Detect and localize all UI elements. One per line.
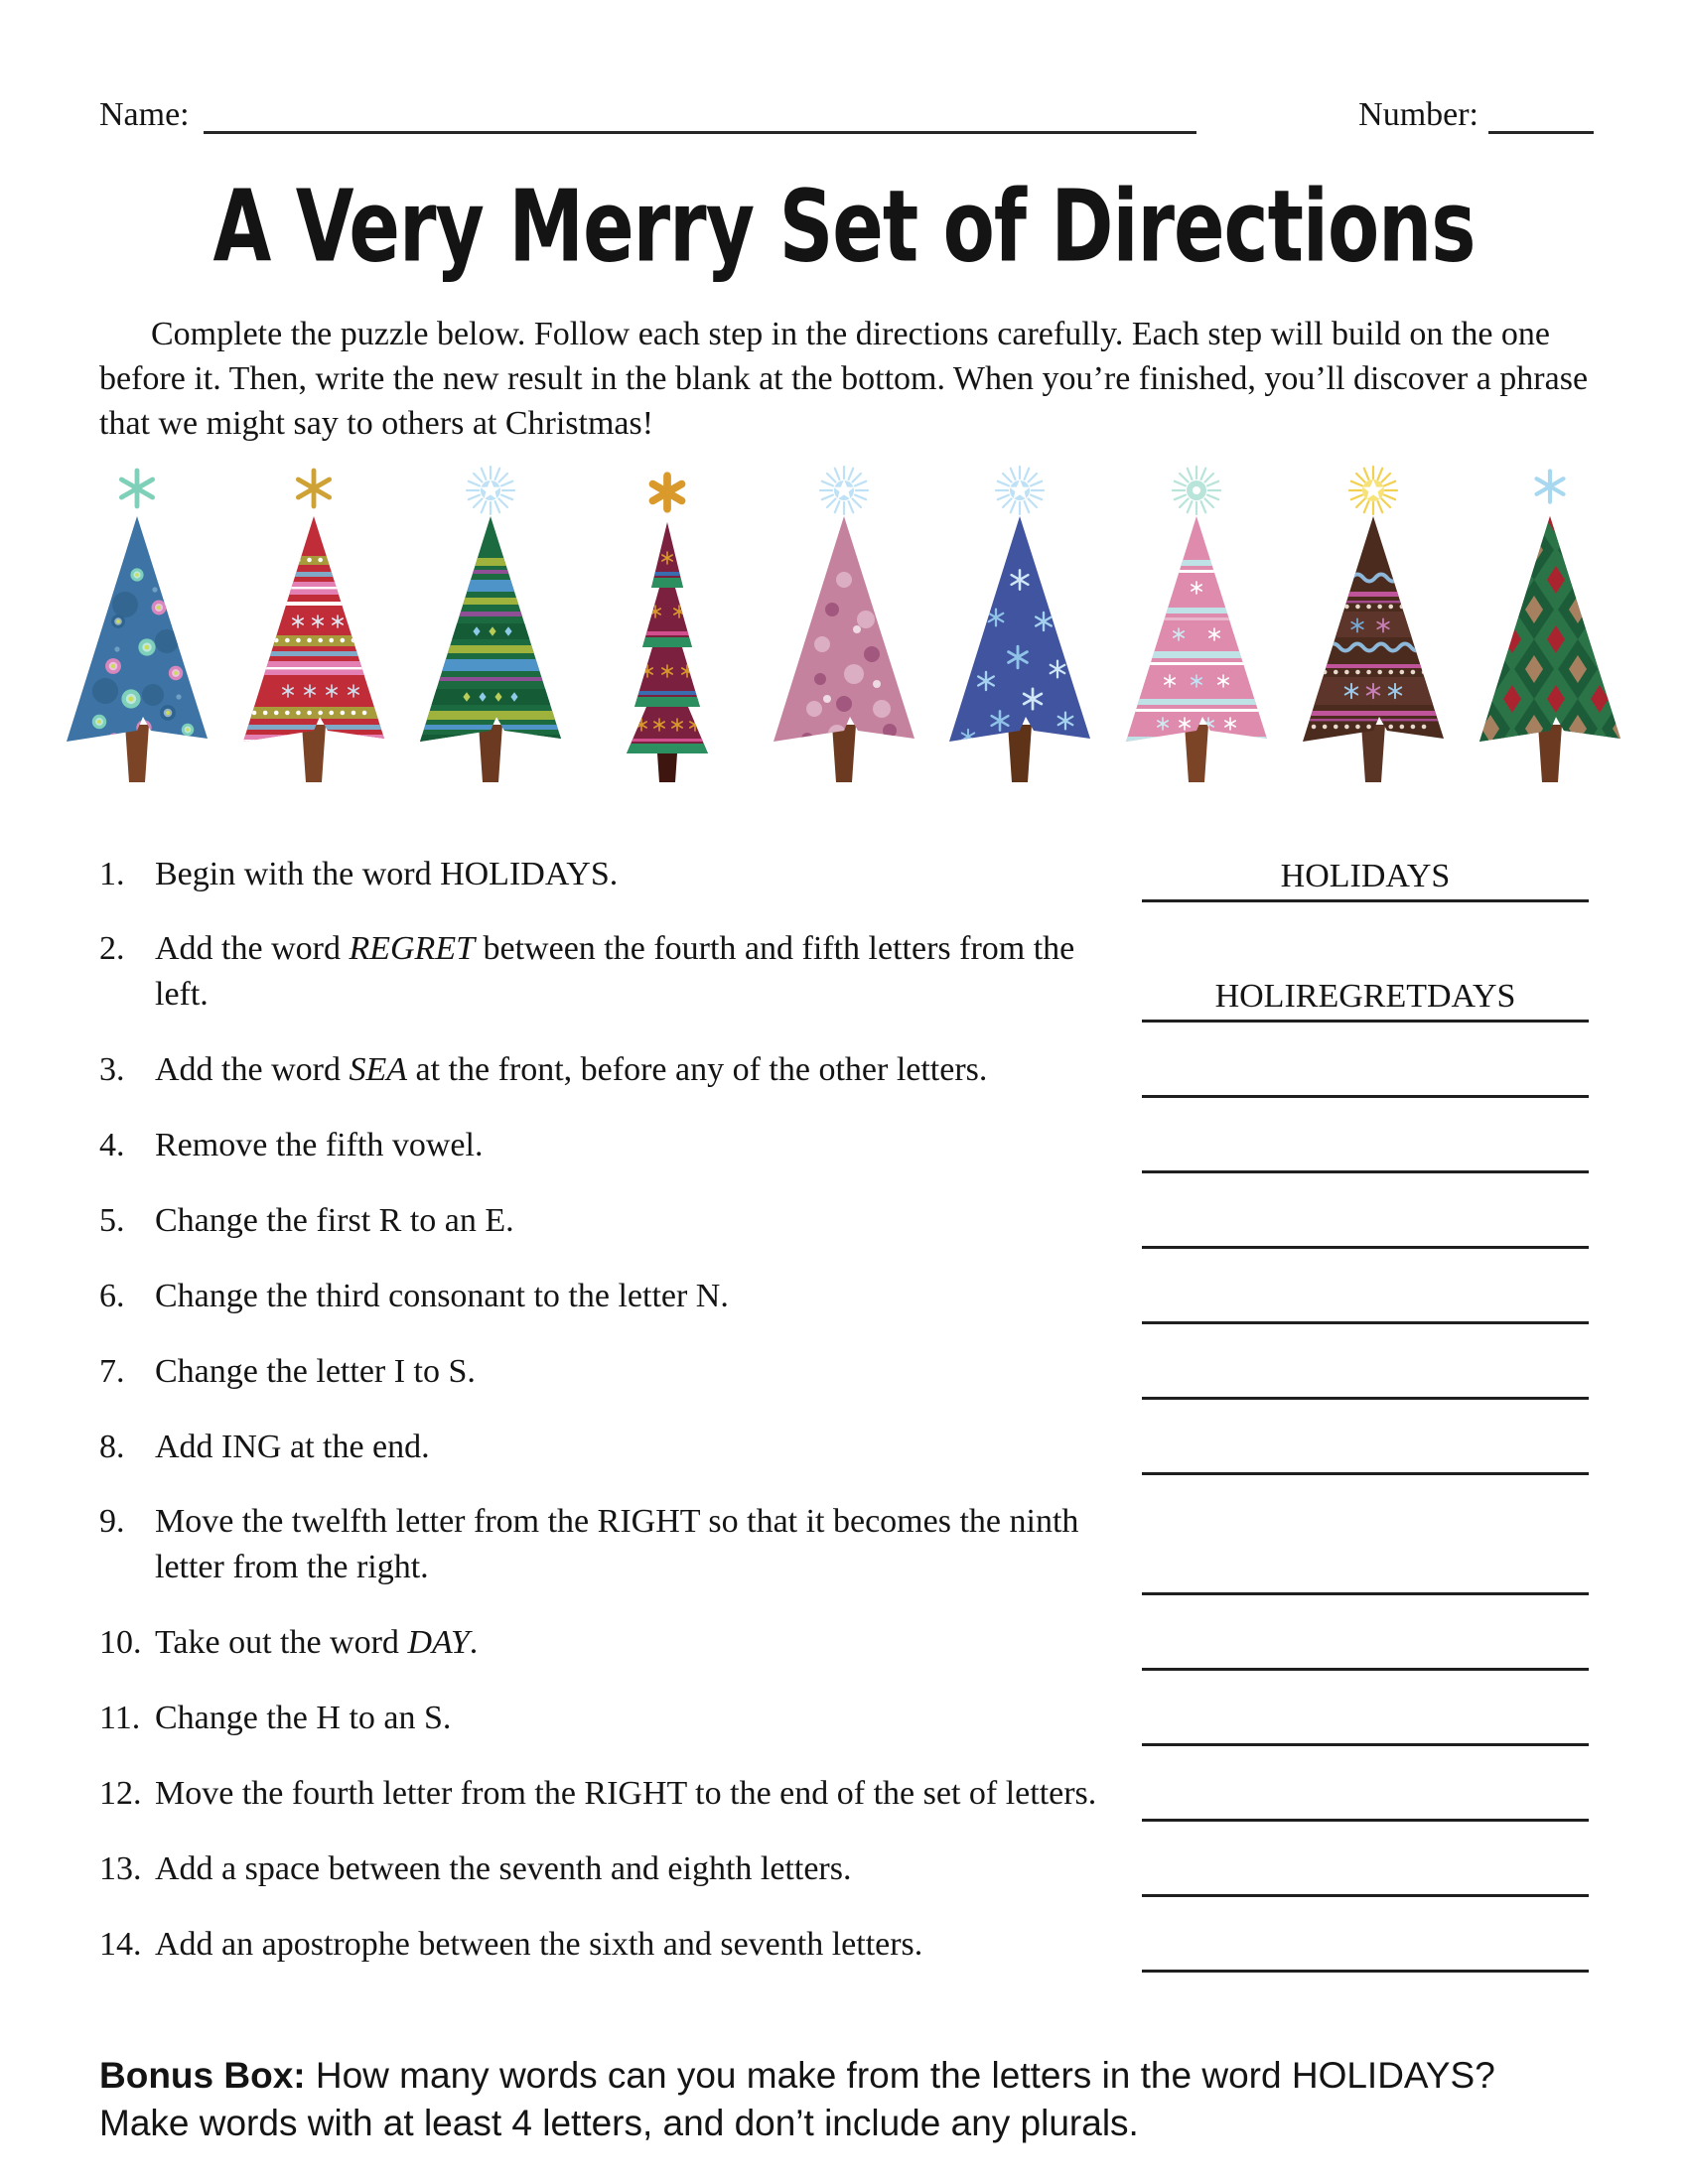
starburst-topper-icon xyxy=(467,467,514,514)
answer-blank[interactable] xyxy=(1142,1625,1589,1671)
step-text: 9. Move the twelfth letter from the RIGHT so that it becomes the ninth letter from the right. xyxy=(99,1499,1142,1589)
snowflake-topper-icon xyxy=(121,471,152,506)
answer-blank[interactable] xyxy=(1142,1776,1589,1822)
step-text: 13. Add a space between the seventh and eighth letters. xyxy=(99,1846,1142,1892)
christmas-tree-brown-folk xyxy=(1292,461,1456,788)
step-emphasis: DAY xyxy=(407,1623,470,1661)
starburst-topper-icon xyxy=(996,467,1044,514)
step-row xyxy=(99,1348,1589,1394)
step-text: 12. Move the fourth letter from the RIGHT to the end of the set of letters. xyxy=(99,1771,1142,1817)
step-text: 14. Add an apostrophe between the sixth and seventh letters. xyxy=(99,1922,1142,1968)
answer-blank[interactable] xyxy=(1142,1927,1589,1973)
answer-blank[interactable] xyxy=(1142,1203,1589,1249)
step-text: 6. Change the third consonant to the letter N. xyxy=(99,1274,1142,1319)
christmas-tree-green-stripes xyxy=(409,461,573,788)
answer-blank[interactable] xyxy=(1142,1128,1589,1173)
step-number: 2. xyxy=(99,930,125,968)
answer-blank[interactable] xyxy=(1142,1701,1589,1746)
number-input-line[interactable] xyxy=(1488,95,1594,134)
step-text: 1. Begin with the word HOLIDAYS. xyxy=(99,852,1142,897)
christmas-tree-pink-blossoms xyxy=(763,461,926,788)
christmas-tree-blue-ornaments xyxy=(56,461,219,788)
step-number: 13. xyxy=(99,1849,142,1887)
step-number: 8. xyxy=(99,1428,125,1465)
answer-blank[interactable] xyxy=(1142,974,1589,1024)
star-topper-icon xyxy=(1349,467,1397,514)
christmas-tree-green-argyle xyxy=(1469,461,1632,788)
snowflake-topper-icon xyxy=(298,471,329,506)
page-title: A Very Merry Set of Directions xyxy=(212,168,1476,285)
christmas-tree-maroon-tiered xyxy=(586,461,750,788)
step-row xyxy=(99,1046,1589,1092)
bonus-note xyxy=(99,2052,1589,2146)
answer-blank[interactable] xyxy=(1142,1430,1589,1475)
header xyxy=(0,0,1688,134)
step-row xyxy=(99,926,1589,1017)
step-emphasis: SEA xyxy=(349,1050,408,1088)
step-number: 11. xyxy=(99,1699,141,1736)
christmas-tree-indigo-snowflakes xyxy=(938,461,1102,788)
christmas-tree-red-stripes xyxy=(232,461,396,788)
step-row xyxy=(99,1619,1589,1665)
snowflake-topper-icon xyxy=(1536,471,1563,501)
intro-paragraph: Complete the puzzle below. Follow each step in the directions carefully. Each step will build on the one before it. Then, write the new result in the blank at the bottom. When you’re finished, you’ll discover a phrase that we might say to others at Christmas! xyxy=(99,316,1589,443)
step-text: 11. Change the H to an S. xyxy=(99,1696,1142,1741)
step-text: 7. Change the letter I to S. xyxy=(99,1349,1142,1395)
step-row xyxy=(99,1122,1589,1167)
answer-blank[interactable] xyxy=(1142,1354,1589,1400)
step-number: 10. xyxy=(99,1623,142,1661)
starburst-topper-icon xyxy=(820,467,868,514)
step-number: 4. xyxy=(99,1126,125,1163)
step-row xyxy=(99,1197,1589,1243)
answer-blank[interactable] xyxy=(1142,1279,1589,1324)
step-number: 9. xyxy=(99,1503,125,1541)
answer-blank[interactable] xyxy=(1142,1550,1589,1595)
step-number: 7. xyxy=(99,1352,125,1390)
answer-text: HOLIREGRETDAYS xyxy=(1214,977,1516,1015)
step-text: 5. Change the first R to an E. xyxy=(99,1198,1142,1244)
step-number: 12. xyxy=(99,1774,142,1812)
step-row xyxy=(99,848,1589,897)
number-label: Number: xyxy=(1358,96,1478,133)
trees-row xyxy=(0,461,1688,788)
step-number: 6. xyxy=(99,1277,125,1314)
name-label: Name: xyxy=(99,96,190,133)
step-text: 3. Add the word SEA at the front, before any of the other letters. xyxy=(99,1047,1142,1093)
step-row xyxy=(99,1273,1589,1318)
steps-list xyxy=(99,848,1589,1968)
step-row xyxy=(99,1770,1589,1816)
christmas-tree-pink-stripes xyxy=(1115,461,1279,788)
answer-blank[interactable] xyxy=(1142,854,1589,903)
starburst-topper-icon xyxy=(1173,467,1220,514)
step-text: 2. Add the word REGRET between the fourth and fifth letters from the left. xyxy=(99,926,1142,1017)
step-text: 10. Take out the word DAY. xyxy=(99,1620,1142,1666)
step-text: 8. Add ING at the end. xyxy=(99,1425,1142,1470)
name-input-line[interactable] xyxy=(204,95,1196,134)
answer-text: HOLIDAYS xyxy=(1280,857,1451,894)
step-row xyxy=(99,1921,1589,1967)
flower-topper-icon xyxy=(652,476,681,509)
step-row xyxy=(99,1845,1589,1891)
step-number: 1. xyxy=(99,855,125,892)
step-number: 14. xyxy=(99,1925,142,1963)
step-row xyxy=(99,1695,1589,1740)
answer-blank[interactable] xyxy=(1142,1851,1589,1897)
step-emphasis: REGRET xyxy=(349,930,476,968)
step-number: 5. xyxy=(99,1201,125,1239)
step-row xyxy=(99,1499,1589,1589)
answer-blank[interactable] xyxy=(1142,1052,1589,1098)
step-text: 4. Remove the fifth vowel. xyxy=(99,1123,1142,1168)
step-number: 3. xyxy=(99,1050,125,1088)
bonus-label: Bonus Box: xyxy=(99,2055,306,2097)
step-row xyxy=(99,1424,1589,1469)
bonus-text: How many words can you make from the letters in the word HOLIDAYS? Make words with at least 4 letters, and don’t include any plurals. xyxy=(99,2055,1495,2144)
